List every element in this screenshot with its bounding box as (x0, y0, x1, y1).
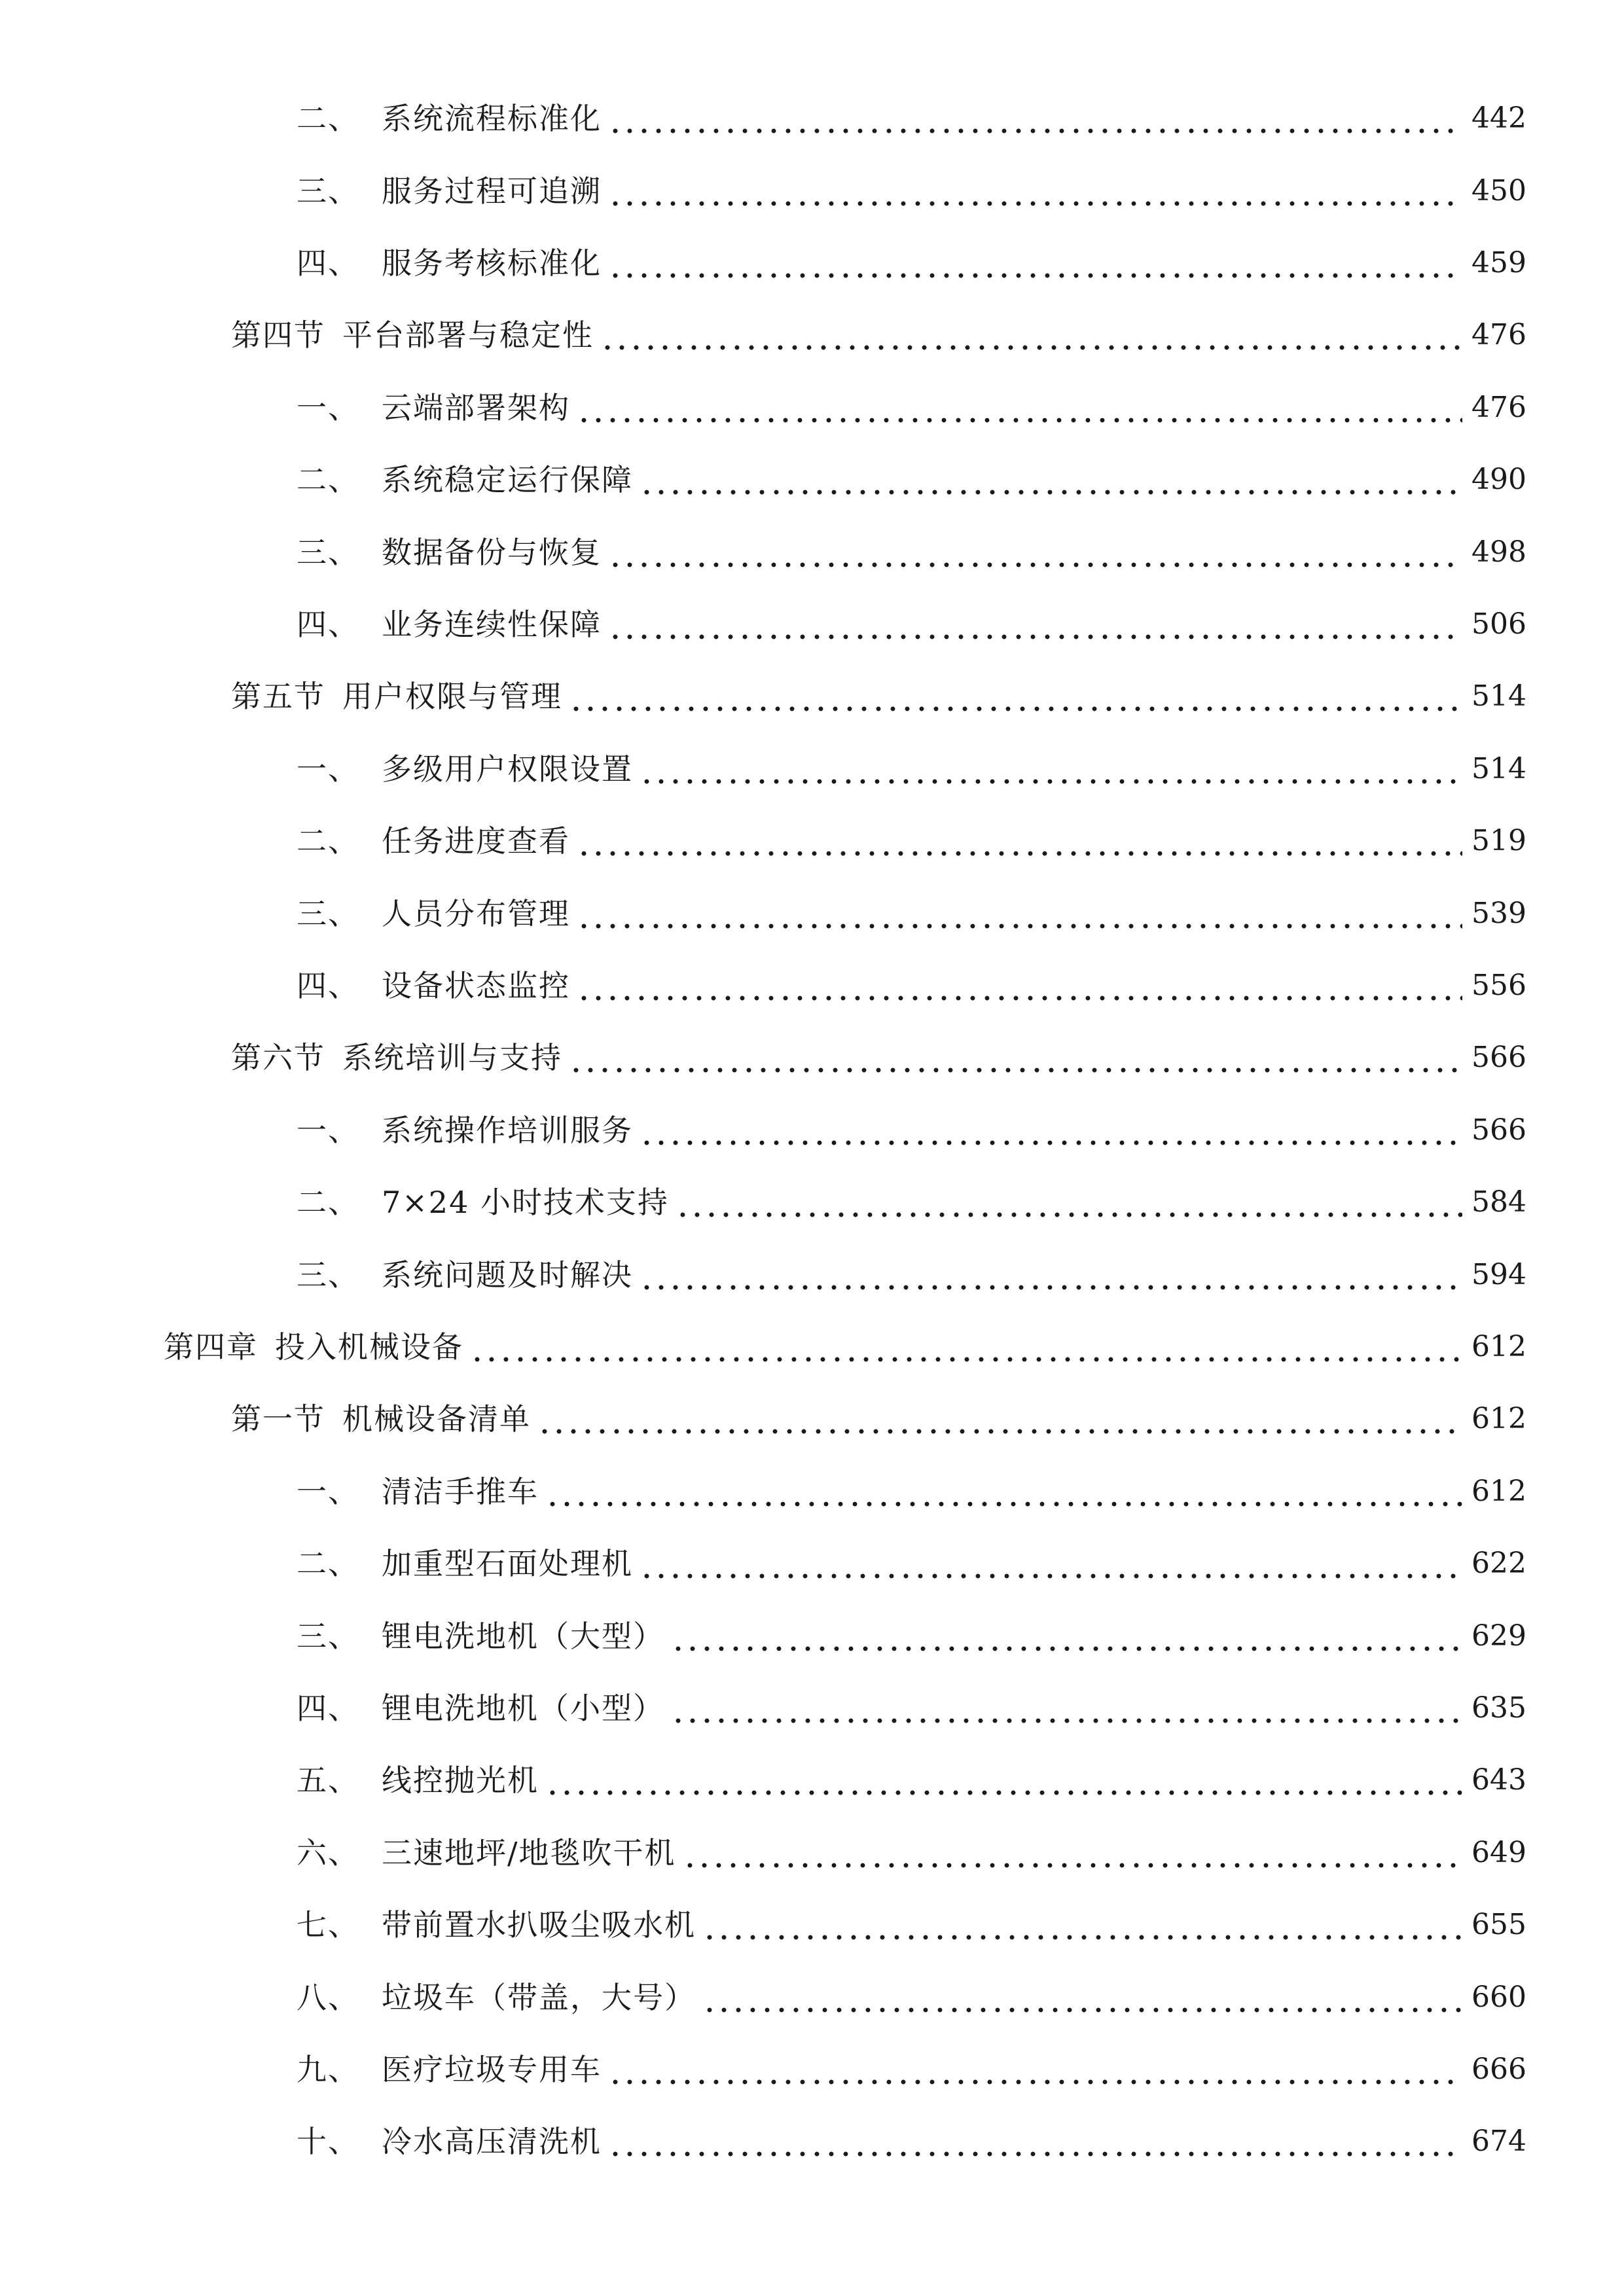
entry-title: 锂电洗地机（小型） (382, 1691, 664, 1726)
entry-title: 线控抛光机 (382, 1763, 539, 1798)
dot-leader (470, 1331, 1462, 1363)
entry-number: 第六节 (231, 1040, 325, 1075)
toc-entry[interactable] (297, 1179, 1526, 1226)
entry-page-number: 459 (1471, 246, 1526, 279)
toc-entry[interactable] (297, 1613, 1526, 1660)
entry-number: 一、 (297, 390, 359, 425)
toc-entry[interactable] (297, 240, 1526, 287)
dot-leader (671, 1621, 1462, 1652)
dot-leader (640, 1548, 1462, 1579)
entry-number: 九、 (297, 2052, 359, 2087)
entry-number: 三、 (297, 1619, 359, 1654)
toc-entry[interactable] (297, 745, 1526, 793)
entry-number: 三、 (297, 896, 359, 931)
dot-leader (676, 1187, 1462, 1218)
dot-leader (569, 1042, 1462, 1073)
toc-entry[interactable] (297, 1107, 1526, 1154)
toc-entry[interactable] (297, 1251, 1526, 1299)
entry-title: 多级用户权限设置 (382, 751, 633, 787)
entry-page-number: 655 (1471, 1908, 1526, 1941)
entry-page-number: 442 (1471, 101, 1526, 135)
entry-page-number: 450 (1471, 174, 1526, 207)
entry-title: 带前置水扒吸尘吸水机 (382, 1907, 696, 1943)
dot-leader (577, 970, 1462, 1001)
entry-page-number: 584 (1471, 1185, 1526, 1219)
dot-leader (640, 753, 1462, 785)
entry-title: 云端部署架构 (382, 390, 570, 425)
entry-number: 八、 (297, 1980, 359, 2015)
entry-page-number: 476 (1471, 391, 1526, 424)
entry-number: 四、 (297, 1691, 359, 1726)
toc-entry[interactable] (297, 1901, 1526, 1948)
entry-page-number: 612 (1471, 1330, 1526, 1363)
entry-number: 七、 (297, 1907, 359, 1943)
entry-page-number: 506 (1471, 607, 1526, 641)
toc-entry[interactable] (297, 1757, 1526, 1804)
entry-number: 四、 (297, 607, 359, 642)
entry-title: 三速地坪/地毯吹干机 (382, 1835, 676, 1871)
entry-number: 第四节 (231, 317, 325, 353)
entry-page-number: 612 (1471, 1475, 1526, 1508)
entry-title: 医疗垃圾专用车 (382, 2052, 602, 2087)
entry-title: 人员分布管理 (382, 896, 570, 931)
toc-entry[interactable] (297, 1829, 1526, 1876)
entry-page-number: 674 (1471, 2125, 1526, 2158)
entry-number: 十、 (297, 2124, 359, 2159)
dot-leader (608, 175, 1462, 207)
entry-number: 二、 (297, 1546, 359, 1581)
entry-number: 一、 (297, 751, 359, 787)
entry-page-number: 612 (1471, 1402, 1526, 1435)
dot-leader (640, 464, 1462, 495)
toc-entry[interactable] (297, 529, 1526, 576)
entry-title: 用户权限与管理 (342, 679, 562, 714)
entry-page-number: 635 (1471, 1691, 1526, 1725)
toc-entry[interactable] (297, 601, 1526, 648)
toc-entry[interactable] (297, 1540, 1526, 1587)
entry-title: 服务过程可追溯 (382, 173, 602, 209)
dot-leader (608, 537, 1462, 568)
entry-page-number: 519 (1471, 824, 1526, 857)
toc-entry[interactable] (297, 817, 1526, 865)
toc-entry[interactable] (297, 1468, 1526, 1515)
entry-page-number: 514 (1471, 679, 1526, 713)
dot-leader (640, 1115, 1462, 1146)
entry-page-number: 539 (1471, 897, 1526, 930)
entry-page-number: 643 (1471, 1763, 1526, 1797)
entry-page-number: 514 (1471, 752, 1526, 785)
entry-page-number: 556 (1471, 969, 1526, 1002)
entry-page-number: 649 (1471, 1836, 1526, 1869)
entry-title: 系统操作培训服务 (382, 1113, 633, 1148)
entry-title: 业务连续性保障 (382, 607, 602, 642)
entry-title: 机械设备清单 (342, 1401, 531, 1437)
toc-entry[interactable] (297, 1974, 1526, 2021)
entry-title: 7×24 小时技术支持 (382, 1185, 669, 1220)
entry-number: 一、 (297, 1113, 359, 1148)
entry-page-number: 666 (1471, 2053, 1526, 2086)
entry-title: 锂电洗地机（大型） (382, 1619, 664, 1654)
toc-entry[interactable] (231, 1395, 1526, 1443)
dot-leader (608, 2126, 1462, 2157)
entry-title: 系统流程标准化 (382, 101, 602, 136)
dot-leader (702, 1982, 1462, 2013)
entry-title: 服务考核标准化 (382, 245, 602, 281)
entry-number: 四、 (297, 245, 359, 281)
dot-leader (537, 1403, 1462, 1435)
dot-leader (702, 1909, 1462, 1941)
entry-page-number: 594 (1471, 1258, 1526, 1291)
toc-entry[interactable] (231, 673, 1526, 720)
toc-entry[interactable] (231, 1034, 1526, 1081)
entry-number: 第四章 (164, 1329, 258, 1365)
entry-page-number: 498 (1471, 535, 1526, 569)
entry-number: 第五节 (231, 679, 325, 714)
entry-title: 冷水高压清洗机 (382, 2124, 602, 2159)
entry-page-number: 622 (1471, 1547, 1526, 1580)
entry-number: 一、 (297, 1474, 359, 1509)
toc-entry[interactable] (297, 2046, 1526, 2093)
entry-number: 五、 (297, 1763, 359, 1798)
dot-leader (600, 319, 1462, 351)
dot-leader (577, 825, 1462, 857)
entry-number: 三、 (297, 535, 359, 570)
entry-title: 清洁手推车 (382, 1474, 539, 1509)
dot-leader (608, 247, 1462, 279)
entry-page-number: 490 (1471, 463, 1526, 496)
entry-title: 平台部署与稳定性 (342, 317, 594, 353)
toc-entry[interactable] (297, 95, 1526, 142)
dot-leader (569, 681, 1462, 712)
toc-entry[interactable] (297, 962, 1526, 1009)
toc-entry[interactable] (231, 312, 1526, 359)
dot-leader (640, 1259, 1462, 1291)
entry-number: 四、 (297, 968, 359, 1003)
entry-page-number: 629 (1471, 1619, 1526, 1653)
entry-number: 二、 (297, 823, 359, 859)
entry-title: 加重型石面处理机 (382, 1546, 633, 1581)
entry-title: 系统稳定运行保障 (382, 462, 633, 497)
entry-page-number: 566 (1471, 1113, 1526, 1147)
dot-leader (545, 1476, 1462, 1507)
entry-title: 任务进度查看 (382, 823, 570, 859)
toc-entry[interactable] (297, 456, 1526, 503)
toc-entry[interactable] (297, 2118, 1526, 2165)
dot-leader (608, 609, 1462, 640)
entry-number: 三、 (297, 1257, 359, 1293)
dot-leader (683, 1837, 1463, 1869)
toc-entry[interactable] (297, 168, 1526, 215)
entry-number: 二、 (297, 101, 359, 136)
dot-leader (608, 103, 1462, 134)
entry-number: 六、 (297, 1835, 359, 1871)
toc-entry[interactable] (297, 384, 1526, 431)
entry-number: 二、 (297, 462, 359, 497)
dot-leader (545, 1765, 1462, 1796)
toc-entry[interactable] (297, 1685, 1526, 1732)
entry-number: 二、 (297, 1185, 359, 1220)
entry-title: 系统问题及时解决 (382, 1257, 633, 1293)
entry-title: 投入机械设备 (275, 1329, 463, 1365)
entry-page-number: 660 (1471, 1981, 1526, 2014)
entry-title: 数据备份与恢复 (382, 535, 602, 570)
dot-leader (577, 392, 1462, 423)
entry-title: 设备状态监控 (382, 968, 570, 1003)
dot-leader (608, 2054, 1462, 2085)
entry-page-number: 566 (1471, 1041, 1526, 1074)
entry-page-number: 476 (1471, 318, 1526, 351)
entry-title: 垃圾车（带盖，大号） (382, 1980, 696, 2015)
dot-leader (577, 898, 1462, 929)
toc-entry[interactable] (164, 1323, 1526, 1371)
entry-title: 系统培训与支持 (342, 1040, 562, 1075)
entry-number: 三、 (297, 173, 359, 209)
entry-number: 第一节 (231, 1401, 325, 1437)
toc-entry[interactable] (297, 890, 1526, 937)
dot-leader (671, 1693, 1462, 1724)
